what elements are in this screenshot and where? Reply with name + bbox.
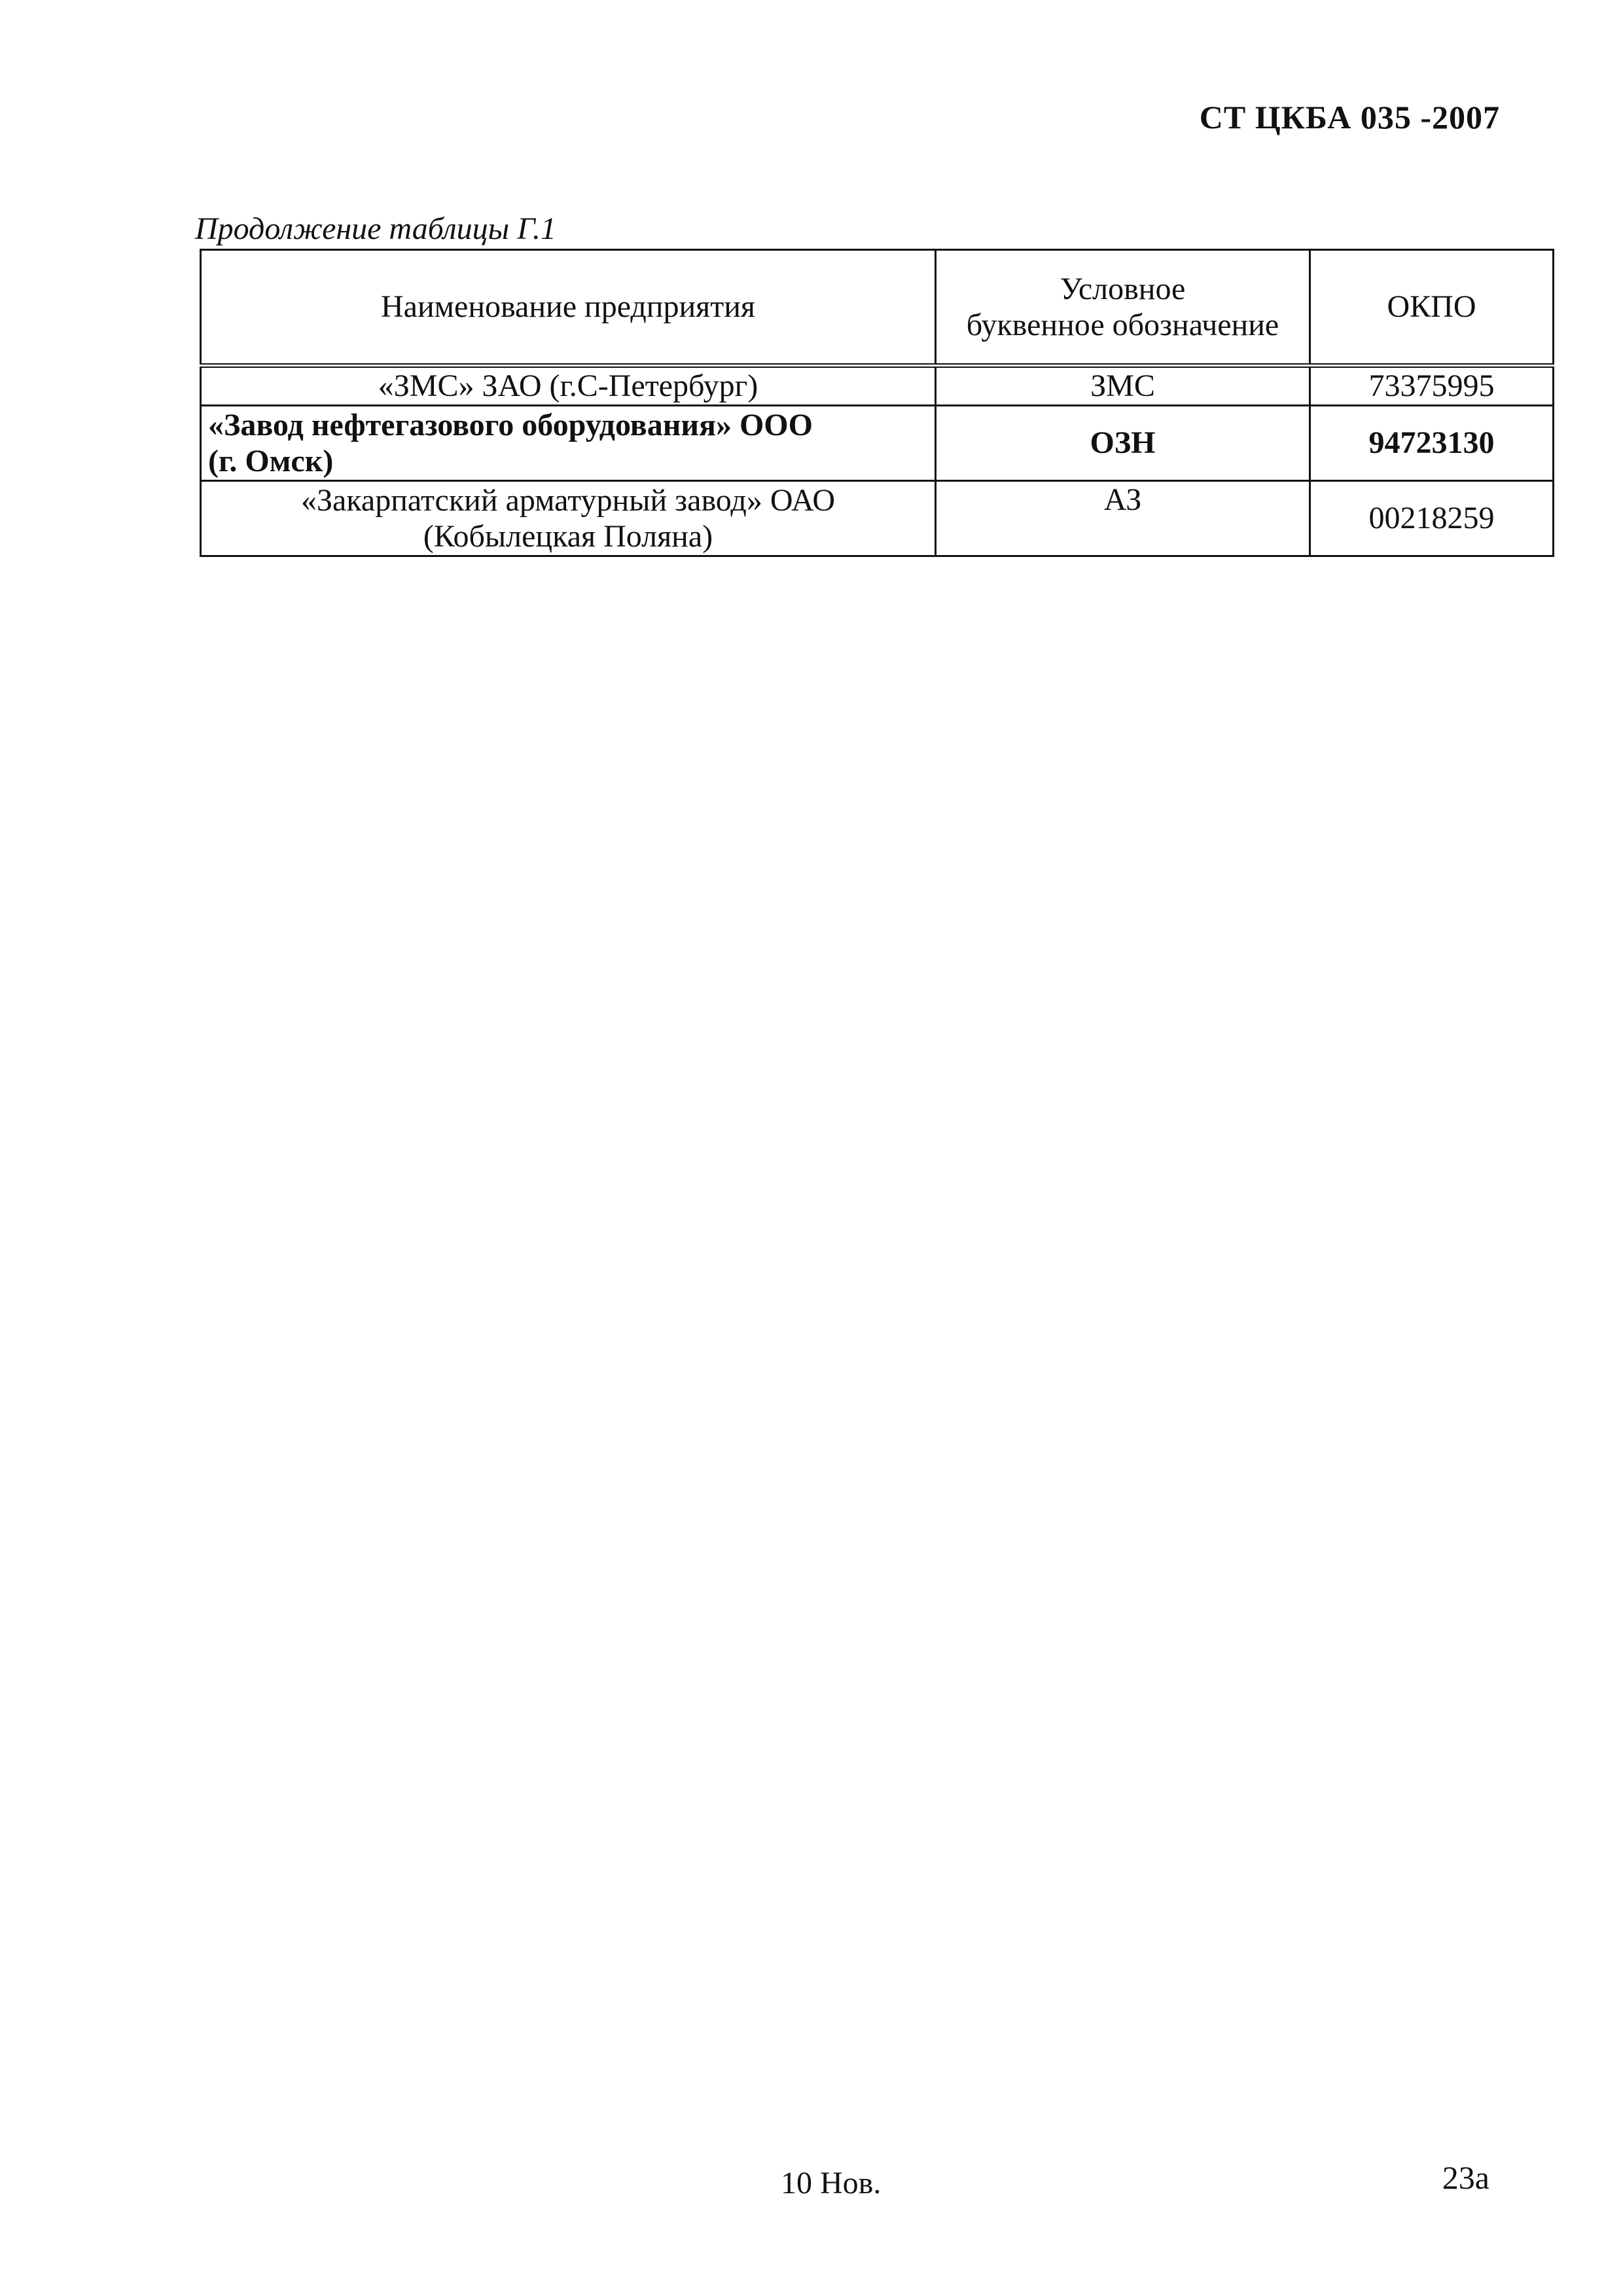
enterprise-name-line2: (г. Омск)	[208, 444, 334, 478]
cell-abbreviation: ЗМС	[936, 366, 1310, 406]
cell-enterprise-name	[201, 406, 936, 481]
column-header-abbr-line2: буквенное обозначение	[966, 308, 1279, 342]
page-number: 23а	[1442, 2159, 1489, 2196]
document-code: СТ ЦКБА 035 -2007	[1199, 99, 1500, 135]
table-header-row	[201, 250, 1554, 366]
cell-okpo: 73375995	[1310, 366, 1554, 406]
column-header-okpo: ОКПО	[1310, 250, 1554, 366]
cell-okpo: 00218259	[1310, 481, 1554, 556]
cell-enterprise-name	[201, 366, 936, 406]
cell-abbreviation: ОЗН	[936, 406, 1310, 481]
cell-abbreviation: АЗ	[936, 481, 1310, 556]
table-row	[201, 406, 1554, 481]
enterprise-name-line1: «Закарпатский арматурный завод» ОАО	[300, 482, 836, 518]
column-header-abbr	[936, 250, 1310, 366]
cell-okpo: 94723130	[1310, 406, 1554, 481]
cell-enterprise-name	[201, 481, 936, 556]
enterprise-name-line1: «Завод нефтегазового оборудования» ООО	[208, 407, 813, 442]
sheet-note: 10 Нов.	[781, 2166, 882, 2200]
table-caption: Продолжение таблицы Г.1	[195, 211, 556, 246]
enterprise-table	[200, 249, 1554, 557]
enterprise-name-line1: «ЗМС» ЗАО (г.С-Петербург)	[378, 368, 758, 404]
table-row	[201, 481, 1554, 556]
table-row	[201, 366, 1554, 406]
column-header-abbr-line1: Условное	[1060, 271, 1186, 306]
column-header-name: Наименование предприятия	[201, 250, 936, 366]
enterprise-name-line2: (Кобылецкая Поляна)	[423, 519, 713, 554]
